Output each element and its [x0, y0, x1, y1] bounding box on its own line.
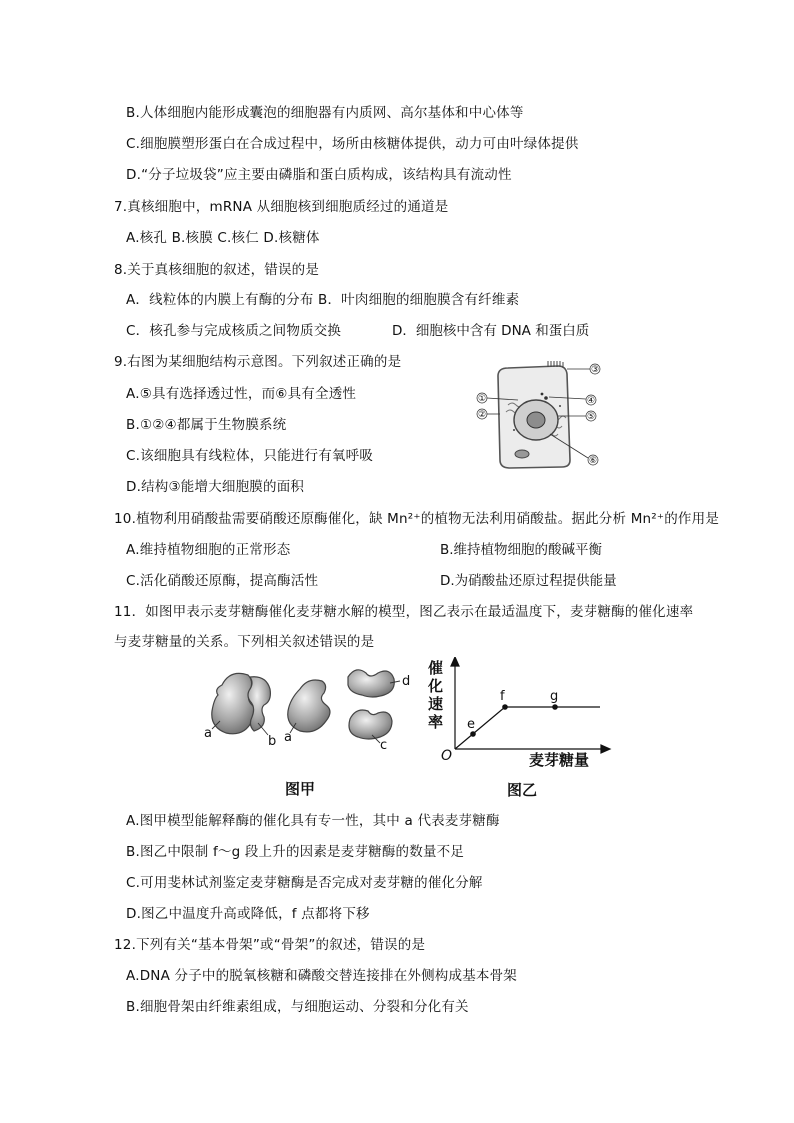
question-10: 10.植物利用硝酸盐需要硝酸还原酶催化，缺 Mn²⁺的植物无法利用硝酸盐。据此分析 Mn²⁺的作用是 — [114, 511, 720, 527]
label-1: ① — [477, 394, 487, 404]
question-9-option-b: B.①②④都属于生物膜系统 — [126, 417, 287, 433]
label-e: e — [467, 717, 475, 732]
label-b: b — [268, 734, 277, 749]
svg-text:率: 率 — [428, 713, 444, 731]
label-f: f — [500, 689, 505, 704]
caption-jia: 图甲 — [285, 780, 316, 798]
label-g: g — [550, 689, 559, 704]
centrosome-shape — [544, 396, 548, 400]
question-9-option-d: D.结构③能增大细胞膜的面积 — [126, 479, 305, 495]
point-e — [470, 731, 476, 737]
question-8: 8.关于真核细胞的叙述，错误的是 — [114, 262, 320, 278]
rate-curve — [455, 707, 600, 749]
label-2: ② — [477, 410, 487, 420]
y-axis-label — [427, 659, 443, 731]
question-11-line-1: 11．如图甲表示麦芽糖酶催化麦芽糖水解的模型，图乙表示在最适温度下，麦芽糖酶的催化速率 — [114, 604, 694, 620]
question-11-line-2: 与麦芽糖量的关系。下列相关叙述错误的是 — [114, 634, 375, 650]
question-7-options: A.核孔 B.核膜 C.核仁 D.核糖体 — [126, 230, 320, 246]
question-12-option-b: B.细胞骨架由纤维素组成，与细胞运动、分裂和分化有关 — [126, 999, 469, 1015]
question-9-option-a: A.⑤具有选择透过性，而⑥具有全透性 — [126, 386, 357, 402]
question-10-option-b: B.维持植物细胞的酸碱平衡 — [440, 542, 603, 558]
product-c — [349, 710, 392, 739]
question-12-option-a: A.DNA 分子中的脱氧核糖和磷酸交替连接排在外侧构成基本骨架 — [126, 968, 518, 984]
question-11-option-a: A.图甲模型能解释酶的催化具有专一性，其中 a 代表麦芽糖酶 — [126, 813, 500, 829]
enzyme-a-right — [288, 680, 330, 732]
option-6c: C.细胞膜塑形蛋白在合成过程中，场所由核糖体提供，动力可由叶绿体提供 — [126, 136, 579, 152]
question-9-option-c: C.该细胞具有线粒体，只能进行有氧呼吸 — [126, 448, 374, 464]
label-d: d — [402, 674, 411, 689]
option-6d: D.“分子垃圾袋”应主要由磷脂和蛋白质构成，该结构具有流动性 — [126, 167, 512, 183]
point-g — [552, 704, 558, 710]
question-12: 12.下列有关“基本骨架”或“骨架”的叙述，错误的是 — [114, 937, 426, 953]
question-8-option-d: D．细胞核中含有 DNA 和蛋白质 — [392, 323, 590, 339]
caption-yi: 图乙 — [507, 781, 538, 799]
question-8-option-ab: A．线粒体的内膜上有酶的分布 B．叶肉细胞的细胞膜含有纤维素 — [126, 292, 520, 308]
option-6b: B.人体细胞内能形成囊泡的细胞器有内质网、高尔基体和中心体等 — [126, 105, 524, 121]
nucleolus-shape — [527, 412, 545, 428]
enzyme-a-left — [212, 673, 255, 733]
question-8-option-c: C．核孔参与完成核质之间物质交换 — [126, 323, 342, 339]
question-11-option-d: D.图乙中温度升高或降低，f 点都将下移 — [126, 906, 370, 922]
question-10-option-c: C.活化硝酸还原酶，提高酶活性 — [126, 573, 319, 589]
point-f — [502, 704, 508, 710]
question-11-option-c: C.可用斐林试剂鉴定麦芽糖酶是否完成对麦芽糖的催化分解 — [126, 875, 483, 891]
question-7: 7.真核细胞中，mRNA 从细胞核到细胞质经过的通道是 — [114, 199, 449, 215]
figure-jia — [200, 655, 420, 800]
question-9: 9.右图为某细胞结构示意图。下列叙述正确的是 — [114, 354, 402, 370]
figure-yi — [425, 657, 615, 800]
x-axis-label: 麦芽糖量 — [529, 751, 590, 769]
product-d — [348, 670, 394, 697]
svg-text:催: 催 — [428, 659, 444, 677]
label-a-right: a — [284, 730, 292, 745]
axes — [451, 657, 610, 753]
question-11-option-b: B.图乙中限制 f～g 段上升的因素是麦芽糖酶的数量不足 — [126, 844, 465, 860]
question-10-option-d: D.为硝酸盐还原过程提供能量 — [440, 573, 617, 589]
question-10-option-a: A.维持植物细胞的正常形态 — [126, 542, 291, 558]
svg-text:速: 速 — [428, 695, 444, 713]
cell-structure-figure — [470, 360, 605, 470]
mitochondrion-shape — [515, 450, 529, 458]
origin-label: O — [441, 748, 453, 764]
label-6: ⑥ — [588, 456, 598, 466]
label-5: ⑤ — [586, 412, 596, 422]
svg-text:化: 化 — [428, 677, 444, 695]
label-a-left: a — [204, 726, 212, 741]
label-c: c — [380, 738, 388, 753]
label-4: ④ — [586, 396, 596, 406]
label-3: ③ — [590, 365, 600, 375]
